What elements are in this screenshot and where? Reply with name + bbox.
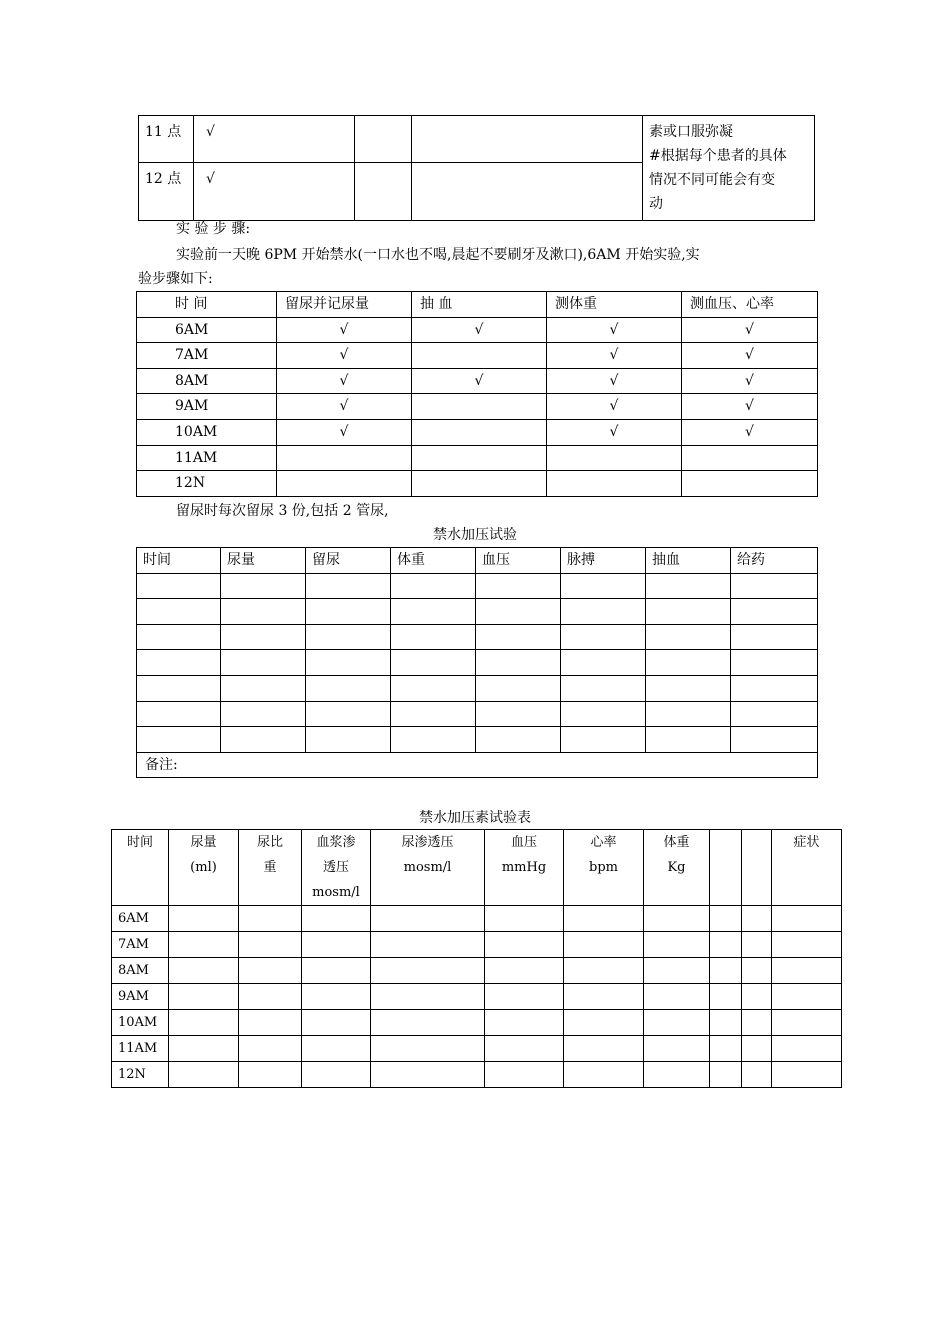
table-row <box>137 701 818 727</box>
time-cell: 11 点 <box>139 116 194 163</box>
table-row <box>137 573 818 599</box>
table-row: 6AM <box>112 906 842 932</box>
vasopressin-test-table <box>111 829 842 1088</box>
header-cell: 抽 血 <box>412 292 547 318</box>
test1-title: 禁水加压试验 <box>433 527 517 543</box>
check-cell: √ <box>194 162 355 220</box>
table-row: 10AM √ √ √ <box>137 419 818 445</box>
steps-table <box>136 291 818 497</box>
table-row: 12N <box>112 1062 842 1088</box>
table-row: 8AM <box>112 958 842 984</box>
test2-header-row: 时间 尿量 (ml) 尿比 重 血浆渗 透压 mosm/l 尿渗透压 mosm/l 血压 mmHg 心率 bpm 体重 Kg 症状 <box>112 830 842 906</box>
table-row <box>137 675 818 701</box>
remark-cell: 备注: <box>137 752 818 778</box>
table-row: 6AM √ √ √ √ <box>137 317 818 343</box>
header-cell: 留尿并记尿量 <box>277 292 412 318</box>
steps-heading: 实 验 步 骤: <box>176 221 251 237</box>
table-row: 9AM √ √ √ <box>137 394 818 420</box>
table-row: 8AM √ √ √ √ <box>137 368 818 394</box>
table-row: 9AM <box>112 984 842 1010</box>
note-cell: 素或口服弥凝 #根据每个患者的具体 情况不同可能会有变 动 <box>643 116 815 221</box>
urine-note: 留尿时每次留尿 3 份,包括 2 管尿, <box>176 503 389 519</box>
table-row: 7AM √ √ √ <box>137 343 818 369</box>
header-cell: 测血压、心率 <box>682 292 818 318</box>
table-row: 11AM <box>137 445 818 471</box>
table-row: 7AM <box>112 932 842 958</box>
water-deprivation-table <box>136 547 818 778</box>
table-row: 10AM <box>112 1010 842 1036</box>
check-cell: √ <box>194 116 355 163</box>
table-row: 12N <box>137 471 818 497</box>
steps-paragraph-line1: 实验前一天晚 6PM 开始禁水(一口水也不喝,晨起不要刷牙及漱口),6AM 开始实验,实 <box>176 247 700 263</box>
time-cell: 12 点 <box>139 162 194 220</box>
table-row <box>137 624 818 650</box>
header-cell: 测体重 <box>547 292 682 318</box>
test2-title: 禁水加压素试验表 <box>419 810 531 826</box>
table-row <box>137 650 818 676</box>
test1-header-row: 时间 尿量 留尿 体重 血压 脉搏 抽血 给药 <box>137 548 818 574</box>
table-row <box>137 727 818 753</box>
top-continuation-table <box>138 115 815 221</box>
header-cell: 时 间 <box>137 292 277 318</box>
remark-row <box>137 752 818 778</box>
steps-header-row <box>137 292 818 318</box>
steps-paragraph-line2: 验步骤如下: <box>138 271 213 287</box>
table-row <box>137 599 818 625</box>
table-row: 11AM <box>112 1036 842 1062</box>
